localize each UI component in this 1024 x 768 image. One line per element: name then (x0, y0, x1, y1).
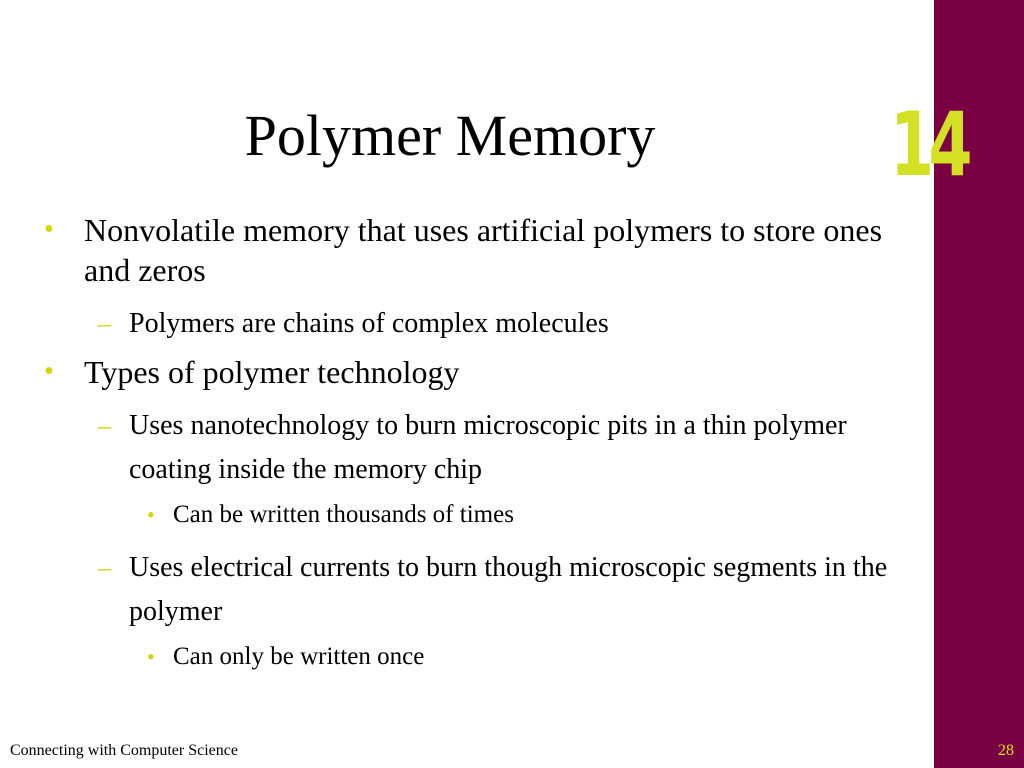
bullet-item (40, 404, 900, 492)
slide-title: Polymer Memory (244, 103, 656, 168)
bullet-item (40, 640, 900, 674)
bullet-marker: • (44, 356, 54, 387)
bullet-item (40, 210, 900, 290)
bullet-item (40, 302, 900, 346)
bullet-item (40, 546, 900, 634)
bullet-marker: • (147, 644, 155, 669)
chapter-number: 14 (890, 93, 967, 196)
bullet-text: Can only be written once (173, 643, 425, 670)
bullet-text: Uses nanotechnology to burn microscopic pits in a thin polymer coating inside the memory chip (129, 410, 847, 485)
bullet-marker: • (147, 502, 155, 527)
bullet-text: Types of polymer technology (84, 354, 460, 390)
bullet-text: Uses electrical currents to burn though microscopic segments in the polymer (129, 552, 888, 627)
bullet-marker: – (98, 553, 111, 582)
bullet-text: Polymers are chains of complex molecules (129, 308, 609, 339)
bullet-item (40, 498, 900, 532)
bullet-text: Can be written thousands of times (173, 501, 514, 528)
bullet-marker: • (44, 214, 54, 245)
page-number: 28 (998, 742, 1014, 759)
footer-book-title: Connecting with Computer Science (10, 742, 238, 759)
bullet-marker: – (98, 411, 111, 440)
bullet-list (40, 210, 900, 688)
bullet-item (40, 352, 900, 392)
bullet-text: Nonvolatile memory that uses artificial polymers to store ones and zeros (84, 212, 883, 288)
bullet-marker: – (98, 309, 111, 338)
